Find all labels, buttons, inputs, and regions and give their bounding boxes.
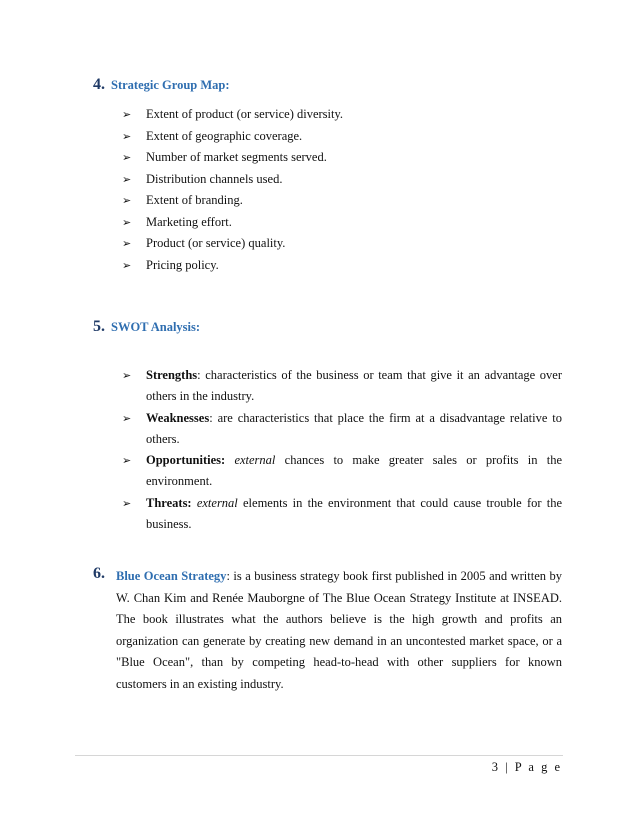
swot-item-weaknesses: ➢ Weaknesses: are characteristics that place the firm at a disadvantage relative to others. xyxy=(122,408,562,451)
arrow-bullet-icon: ➢ xyxy=(122,108,132,121)
section-number: 5. xyxy=(93,318,105,335)
swot-item-strengths: ➢ Strengths: characteristics of the business or team that give it an advantage over others in the industry. xyxy=(122,365,562,408)
page-number: 3 | P a g e xyxy=(491,760,562,774)
list-item: ➢ Extent of geographic coverage. xyxy=(122,126,343,148)
list-item: ➢ Product (or service) quality. xyxy=(122,233,343,255)
section-6-title: Blue Ocean Strategy xyxy=(116,569,227,583)
list-item: ➢ Extent of branding. xyxy=(122,190,343,212)
section-6-body: is a business strategy book first published in 2005 and written by W. Chan Kim and Renée Mauborgne of The Blue Ocean Strategy Institute at INSEAD. The book illustrates what the authors believe is the high growth and profits an organization can generate by creating new demand in an uncontested market space, or a "Blue Ocean", than by competing head-to-head with other suppliers for known customers in an existing industry. xyxy=(116,569,562,691)
section-title: SWOT Analysis: xyxy=(111,320,201,334)
arrow-bullet-icon: ➢ xyxy=(122,454,132,468)
arrow-bullet-icon: ➢ xyxy=(122,237,132,250)
list-item: ➢ Number of market segments served. xyxy=(122,147,343,169)
arrow-bullet-icon: ➢ xyxy=(122,129,132,143)
arrow-bullet-icon: ➢ xyxy=(122,369,132,382)
blue-ocean-paragraph: 6. Blue Ocean Strategy: is a business strategy book first published in 2005 and written by W. Chan Kim and Renée Mauborgne of The Blue Ocean Strategy Institute at INSEAD. The book illustrates what the authors believe is the high growth and profits an organization can generate by creating new demand in an uncontested market space, or a "Blue Ocean", than by competing head-to-head with other suppliers for known customers in an existing industry. xyxy=(93,565,562,691)
section-number: 4. xyxy=(93,76,105,93)
arrow-bullet-icon: ➢ xyxy=(122,215,132,229)
list-item: ➢ Distribution channels used. xyxy=(122,169,343,191)
list-item: ➢ Extent of product (or service) diversity. xyxy=(122,104,343,126)
list-item: ➢ Pricing policy. xyxy=(122,255,343,277)
arrow-bullet-icon: ➢ xyxy=(122,496,132,510)
arrow-bullet-icon: ➢ xyxy=(122,258,132,272)
list-item: ➢ Marketing effort. xyxy=(122,212,343,234)
strategic-group-list xyxy=(122,104,343,276)
arrow-bullet-icon: ➢ xyxy=(122,194,132,207)
swot-list xyxy=(122,365,562,535)
arrow-bullet-icon: ➢ xyxy=(122,411,132,425)
arrow-bullet-icon: ➢ xyxy=(122,172,132,186)
section-6-number: 6. xyxy=(93,565,105,582)
section-title: Strategic Group Map: xyxy=(111,78,230,92)
swot-item-threats: ➢ Threats: external elements in the environment that could cause trouble for the business. xyxy=(122,493,562,536)
arrow-bullet-icon: ➢ xyxy=(122,151,132,164)
section-4-heading xyxy=(93,76,230,94)
swot-item-opportunities: ➢ Opportunities: external chances to make greater sales or profits in the environment. xyxy=(122,450,562,493)
footer-divider xyxy=(75,755,563,756)
section-5-heading xyxy=(93,318,200,336)
